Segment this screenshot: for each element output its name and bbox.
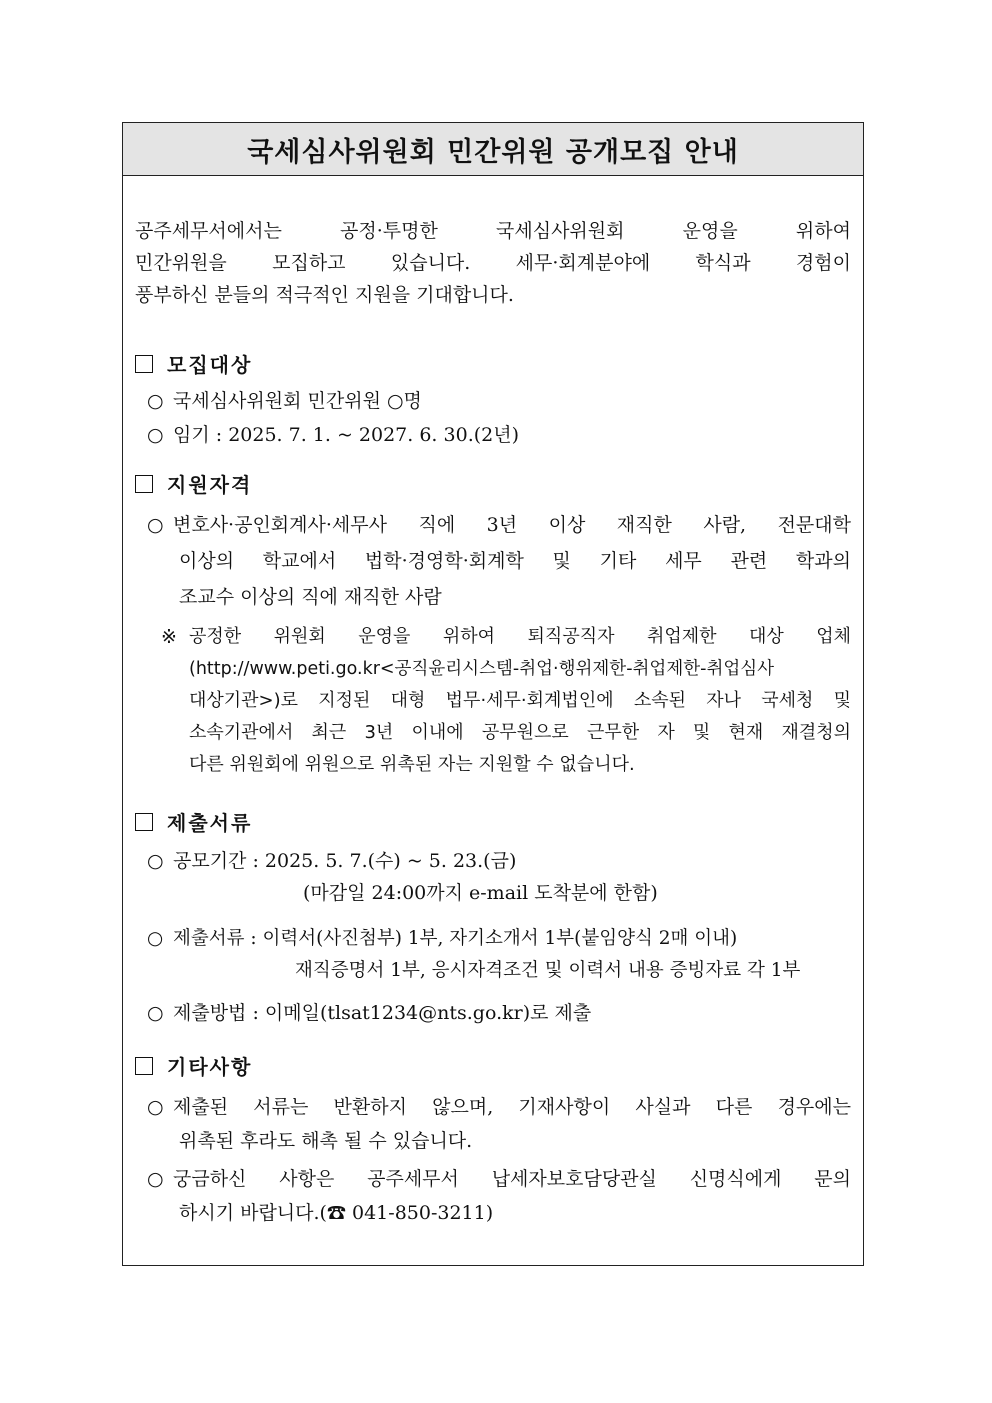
etc-item-1-line-1: ○ 제출된 서류는 반환하지 않으며, 기재사항이 사실과 다른 경우에는 xyxy=(147,1091,851,1123)
section-title: 지원자격 xyxy=(167,473,253,497)
section-heading-qualification xyxy=(135,469,252,498)
note-line-4: 소속기관에서 최근 3년 이내에 공무원으로 근무한 자 및 현재 재결청의 xyxy=(189,722,851,743)
intro-line-1: 공주세무서에서는 공정·투명한 국세심사위원회 운영을 위하여 xyxy=(135,220,851,242)
bullet-circle-icon: ○ xyxy=(147,850,164,872)
documents-docs-line-2: 재직증명서 1부, 응시자격조건 및 이력서 내용 증빙자료 각 1부 xyxy=(295,960,801,981)
section-heading-etc xyxy=(135,1051,252,1080)
etc-item-2-line-2: 하시기 바랍니다.(☎ 041-850-3211) xyxy=(179,1202,494,1224)
checkbox-square-icon xyxy=(135,475,153,493)
note-line-1: 공정한 위원회 운영을 위하여 퇴직공직자 취업제한 대상 업체 xyxy=(189,626,851,647)
bullet-circle-icon: ○ xyxy=(147,1002,164,1024)
section-title: 기타사항 xyxy=(167,1055,253,1079)
bullet-circle-icon: ○ xyxy=(147,390,164,412)
recruit-item-1: ○ 국세심사위원회 민간위원 ○명 xyxy=(147,385,851,417)
documents-period-line-1: ○ 공모기간 : 2025. 5. 7.(수) ~ 5. 23.(금) xyxy=(147,845,851,877)
note-line-5: 다른 위원회에 위원으로 위촉된 자는 지원할 수 없습니다. xyxy=(189,754,635,775)
documents-period-line-2: (마감일 24:00까지 e-mail 도착분에 한함) xyxy=(303,882,658,904)
notice-frame xyxy=(122,122,864,1266)
bullet-circle-icon: ○ xyxy=(147,1168,164,1190)
documents-method: ○ 제출방법 : 이메일(tlsat1234@nts.go.kr)로 제출 xyxy=(147,997,851,1029)
documents-docs-line-1: ○ 제출서류 : 이력서(사진첨부) 1부, 자기소개서 1부(붙임양식 2매 이내) xyxy=(147,923,851,955)
checkbox-square-icon xyxy=(135,813,153,831)
checkbox-square-icon xyxy=(135,355,153,373)
checkbox-square-icon xyxy=(135,1057,153,1075)
bullet-circle-icon: ○ xyxy=(147,1096,164,1118)
note-line-3: 대상기관>)로 지정된 대형 법무·세무·회계법인에 소속된 자나 국세청 및 xyxy=(189,690,851,711)
note-line-2: (http://www.peti.go.kr<공직윤리시스템-취업·행위제한-취업제한-취업심사 xyxy=(189,659,775,679)
qualification-item-1-line-2: 이상의 학교에서 법학·경영학·회계학 및 기타 세무 관련 학과의 xyxy=(179,550,851,572)
bullet-circle-icon: ○ xyxy=(147,424,164,446)
qualification-item-1-line-1: ○ 변호사·공인회계사·세무사 직에 3년 이상 재직한 사람, 전문대학 xyxy=(147,509,851,541)
bullet-circle-icon: ○ xyxy=(147,514,164,536)
etc-item-1-line-2: 위촉된 후라도 해촉 될 수 있습니다. xyxy=(179,1130,473,1152)
qualification-item-1-line-3: 조교수 이상의 직에 재직한 사람 xyxy=(179,586,442,608)
recruit-item-2: ○ 임기 : 2025. 7. 1. ~ 2027. 6. 30.(2년) xyxy=(147,419,851,451)
section-heading-documents xyxy=(135,807,252,836)
intro-line-3: 풍부하신 분들의 적극적인 지원을 기대합니다. xyxy=(135,284,514,306)
intro-line-2: 민간위원을 모집하고 있습니다. 세무·회계분야에 학식과 경험이 xyxy=(135,252,851,274)
notice-title: 국세심사위원회 민간위원 공개모집 안내 xyxy=(123,123,863,176)
note-mark: ※ xyxy=(161,626,177,648)
section-heading-recruit xyxy=(135,349,252,378)
section-title: 모집대상 xyxy=(167,353,253,377)
section-title: 제출서류 xyxy=(167,811,253,835)
etc-item-2-line-1: ○ 궁금하신 사항은 공주세무서 납세자보호담당관실 신명식에게 문의 xyxy=(147,1163,851,1195)
bullet-circle-icon: ○ xyxy=(147,928,164,949)
